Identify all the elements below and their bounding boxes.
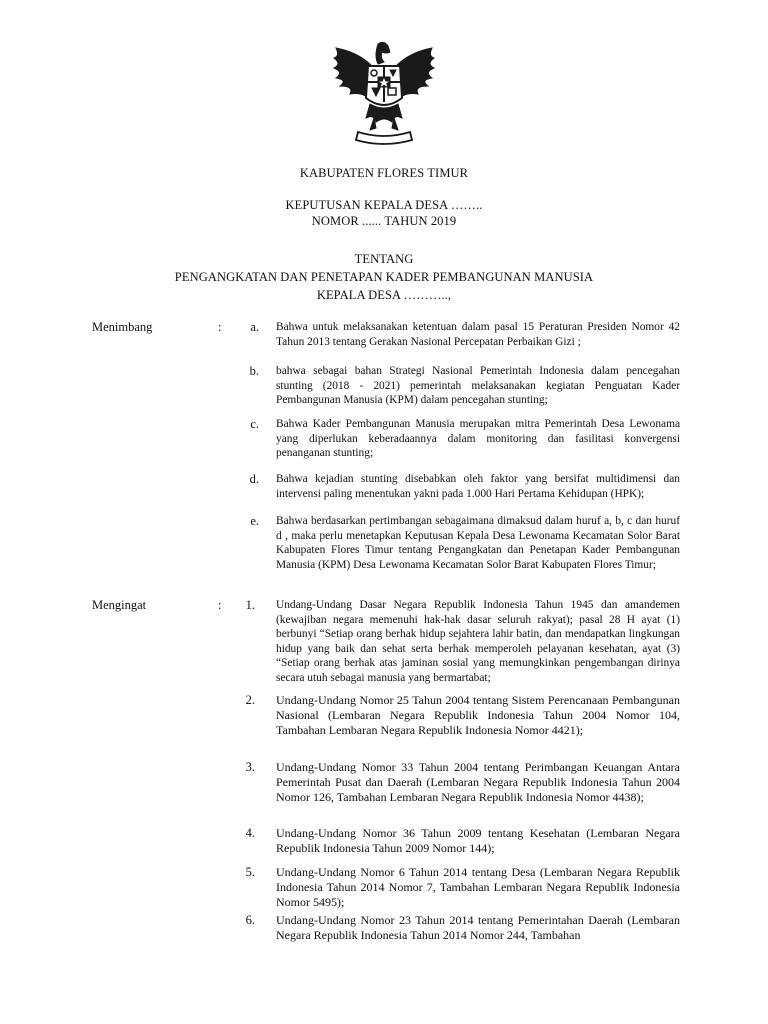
decree-title-line-1: PENGANGKATAN DAN PENETAPAN KADER PEMBANGUNAN MANUSIA: [174, 270, 594, 284]
menimbang-colon: :: [218, 320, 222, 334]
mengingat-item-3: Undang-Undang Nomor 33 Tahun 2004 tentang Perimbangan Keuangan Antara Pemerintah Pusat dan Daerah (Lembaran Negara Republik Indonesia Tahun 2004 Nomor 126, Tambahan Lembaran Negara Republik Indonesia Nomor 4438);: [276, 760, 680, 804]
mengingat-marker-6: 6.: [245, 913, 255, 927]
mengingat-colon: :: [218, 598, 222, 612]
decree-number: NOMOR ...... TAHUN 2019: [311, 214, 457, 228]
menimbang-item-e: Bahwa berdasarkan pertimbangan sebagaimana dimaksud dalam huruf a, b, c dan huruf d , maka perlu menetapkan Keputusan Kepala Desa Lewonama Kecamatan Solor Barat Kabupaten Flores Timur tentang Pengangkatan dan Penetapan Kader Pembangunan Manusia (KPM) Desa Lewonama Kecamatan Solor Barat Kabupaten Flores Timur;: [276, 515, 680, 571]
mengingat-item-4: Undang-Undang Nomor 36 Tahun 2009 tentang Kesehatan (Lembaran Negara Republik Indonesia Tahun 2009 Nomor 144);: [276, 826, 680, 855]
menimbang-marker-b: b.: [249, 364, 259, 378]
mengingat-item-6: Undang-Undang Nomor 23 Tahun 2014 tentang Pemerintahan Daerah (Lembaran Negara Republik Indonesia Tahun 2014 Nomor 244, Tambahan: [276, 913, 680, 942]
decree-heading: KEPUTUSAN KEPALA DESA ……..: [285, 198, 483, 212]
menimbang-item-b: bahwa sebagai bahan Strategi Nasional Pemerintah Indonesia dalam pencegahan stunting (2018 - 2021) pemerintah melaksanakan kegiatan Penguatan Kader Pembangunan Manusia (KPM) dalam pencegahan stunting;: [276, 365, 680, 407]
garuda-pancasila-emblem-icon: [328, 40, 440, 148]
menimbang-item-c: Bahwa Kader Pembangunan Manusia merupakan mitra Pemerintah Desa Lewonama yang diperlukan keberadaannya dalam monitoring dan fasilitasi konvergensi penanganan stunting;: [276, 418, 680, 460]
menimbang-marker-c: c.: [250, 417, 259, 431]
regency-heading: KABUPATEN FLORES TIMUR: [299, 166, 469, 180]
mengingat-item-1: Undang-Undang Dasar Negara Republik Indonesia Tahun 1945 dan amandemen (kewajiban negara memenuhi hak-hak dasar seluruh rakyat); pasal 28 H ayat (1) berbunyi “Setiap orang berhak hidup sejahtera lahir batin, dan mendapatkan lingkungan hidup yang baik dan sehat serta berhak memperoleh pelayanan kesehatan, ayat (3) “Setiap orang berhak atas jaminan sosial yang memungkinkan pengembangan dirinya secara utuh sebagai manusia yang bermartabat;: [276, 599, 680, 684]
about-heading: TENTANG: [354, 252, 414, 266]
menimbang-marker-a: a.: [250, 320, 259, 334]
decree-title-line-2: KEPALA DESA ………..,: [316, 288, 452, 302]
mengingat-marker-2: 2.: [245, 693, 255, 707]
mengingat-marker-5: 5.: [245, 865, 255, 879]
mengingat-item-2: Undang-Undang Nomor 25 Tahun 2004 tentang Sistem Perencanaan Pembangunan Nasional (Lembaran Negara Republik Indonesia Tahun 2004 Nomor 104, Tambahan Lembaran Negara Republik Indonesia Nomor 4421);: [276, 693, 680, 737]
menimbang-item-a: Bahwa untuk melaksanakan ketentuan dalam pasal 15 Peraturan Presiden Nomor 42 Tahun 2013 tentang Gerakan Nasional Percepatan Perbaikan Gizi ;: [276, 321, 680, 348]
mengingat-marker-1: 1.: [245, 598, 255, 612]
menimbang-item-d: Bahwa kejadian stunting disebabkan oleh faktor yang bersifat multidimensi dan intervensi paling menentukan yakni pada 1.000 Hari Pertama Kehidupan (HPK);: [276, 473, 680, 500]
mengingat-item-5: Undang-Undang Nomor 6 Tahun 2014 tentang Desa (Lembaran Negara Republik Indonesia Tahun 2014 Nomor 7, Tambahan Lembaran Negara Republik Indonesia Nomor 5495);: [276, 865, 680, 909]
mengingat-marker-4: 4.: [245, 826, 255, 840]
menimbang-marker-d: d.: [249, 472, 259, 486]
menimbang-label: Menimbang: [92, 320, 153, 334]
menimbang-marker-e: e.: [250, 514, 259, 528]
mengingat-label: Mengingat: [92, 598, 147, 612]
mengingat-marker-3: 3.: [245, 760, 255, 774]
